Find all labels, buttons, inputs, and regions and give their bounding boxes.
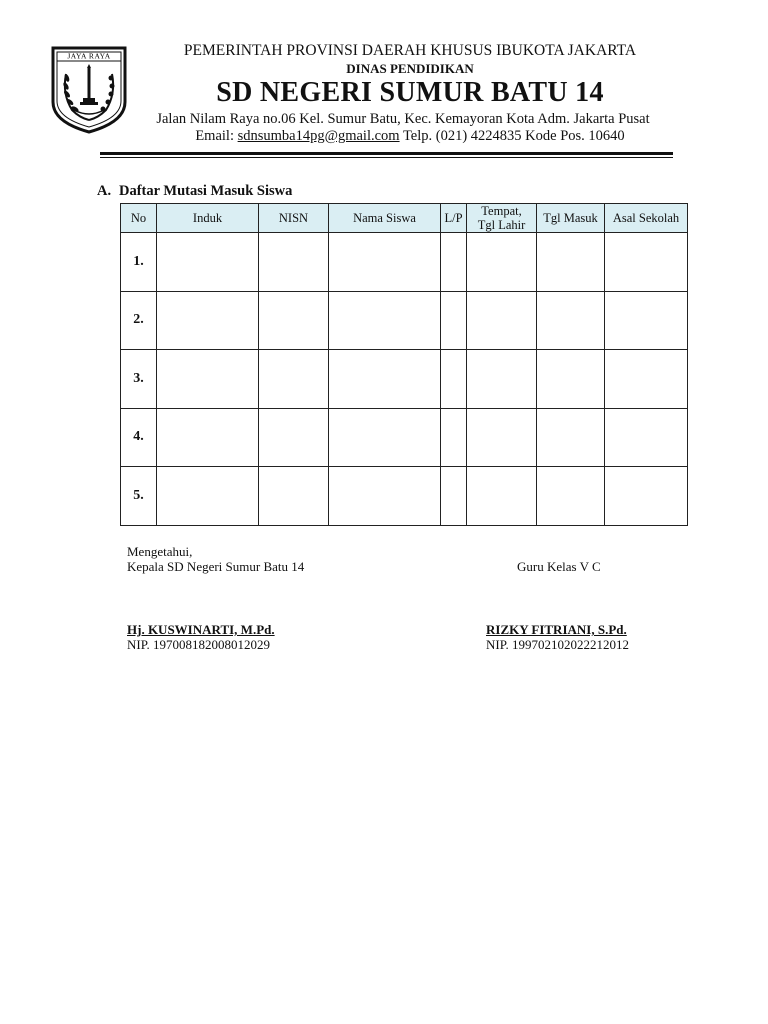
header-induk: Induk	[157, 204, 259, 233]
table-row	[121, 350, 688, 409]
header-tgl-masuk: Tgl Masuk	[537, 204, 605, 233]
principal-name: Hj. KUSWINARTI, M.Pd.	[127, 622, 275, 637]
dki-jakarta-emblem	[50, 44, 128, 134]
cell-lp[interactable]	[441, 408, 467, 467]
principal-nip: NIP. 197008182008012029	[127, 637, 271, 652]
acknowledgement-label: Mengetahui,	[127, 544, 193, 559]
cell-induk[interactable]	[157, 233, 259, 292]
cell-asal-sekolah[interactable]	[605, 233, 688, 292]
cell-induk[interactable]	[157, 408, 259, 467]
header-no: No	[121, 204, 157, 233]
school-address: Jalan Nilam Raya no.06 Kel. Sumur Batu, Kec. Kemayoran Kota Adm. Jakarta Pusat	[156, 111, 650, 127]
department-line: DINAS PENDIDIKAN	[346, 61, 474, 76]
cell-nisn[interactable]	[259, 467, 329, 526]
letterhead-rule-thin	[100, 157, 673, 158]
email-link[interactable]: sdnsumba14pg@gmail.com	[237, 128, 400, 144]
cell-tgl-masuk[interactable]	[537, 233, 605, 292]
cell-induk[interactable]	[157, 350, 259, 409]
cell-nama-siswa[interactable]	[329, 233, 441, 292]
cell-nisn[interactable]	[259, 408, 329, 467]
header-nisn: NISN	[259, 204, 329, 233]
teacher-name: RIZKY FITRIANI, S.Pd.	[486, 622, 627, 637]
cell-induk[interactable]	[157, 291, 259, 350]
cell-nisn[interactable]	[259, 291, 329, 350]
cell-tgl-masuk[interactable]	[537, 467, 605, 526]
cell-tgl-masuk[interactable]	[537, 350, 605, 409]
student-transfer-table	[120, 203, 688, 526]
principal-signature	[127, 622, 275, 652]
cell-nama-siswa[interactable]	[329, 467, 441, 526]
cell-nama-siswa[interactable]	[329, 291, 441, 350]
cell-lp[interactable]	[441, 467, 467, 526]
cell-tempat-tgl-lahir[interactable]	[467, 467, 537, 526]
header-lp: L/P	[441, 204, 467, 233]
table-row	[121, 408, 688, 467]
cell-asal-sekolah[interactable]	[605, 350, 688, 409]
row-number: 3.	[121, 350, 157, 409]
signature-block-right	[517, 559, 601, 574]
cell-tgl-masuk[interactable]	[537, 291, 605, 350]
row-number: 4.	[121, 408, 157, 467]
teacher-nip: NIP. 199702102022212012	[486, 637, 630, 652]
cell-induk[interactable]	[157, 467, 259, 526]
row-number: 1.	[121, 233, 157, 292]
table-header-row	[121, 204, 688, 233]
cell-tempat-tgl-lahir[interactable]	[467, 350, 537, 409]
email-label: Email:	[195, 128, 234, 144]
cell-tempat-tgl-lahir[interactable]	[467, 291, 537, 350]
cell-asal-sekolah[interactable]	[605, 408, 688, 467]
section-title-text: Daftar Mutasi Masuk Siswa	[119, 183, 293, 199]
principal-title: Kepala SD Negeri Sumur Batu 14	[127, 559, 305, 574]
cell-nisn[interactable]	[259, 233, 329, 292]
section-letter: A.	[97, 183, 112, 199]
school-name: SD NEGERI SUMUR BATU 14	[216, 77, 604, 108]
row-number: 2.	[121, 291, 157, 350]
cell-nama-siswa[interactable]	[329, 350, 441, 409]
cell-asal-sekolah[interactable]	[605, 467, 688, 526]
cell-nama-siswa[interactable]	[329, 408, 441, 467]
phone-postal: Telp. (021) 4224835 Kode Pos. 10640	[402, 128, 625, 144]
school-contact	[140, 128, 680, 145]
signature-block-left	[127, 544, 304, 574]
government-line: PEMERINTAH PROVINSI DAERAH KHUSUS IBUKOTA JAKARTA	[183, 42, 637, 59]
svg-text:JAYA RAYA: JAYA RAYA	[67, 51, 111, 61]
cell-lp[interactable]	[441, 350, 467, 409]
header-nama-siswa: Nama Siswa	[329, 204, 441, 233]
cell-tgl-masuk[interactable]	[537, 408, 605, 467]
section-title	[97, 183, 292, 200]
table-row	[121, 291, 688, 350]
cell-tempat-tgl-lahir[interactable]	[467, 408, 537, 467]
header-tempat-tgl-lahir: Tempat, Tgl Lahir	[467, 204, 537, 233]
cell-asal-sekolah[interactable]	[605, 291, 688, 350]
teacher-title: Guru Kelas V C	[517, 559, 601, 574]
table-row	[121, 233, 688, 292]
row-number: 5.	[121, 467, 157, 526]
emblem-icon	[50, 44, 128, 134]
cell-lp[interactable]	[441, 291, 467, 350]
cell-tempat-tgl-lahir[interactable]	[467, 233, 537, 292]
cell-nisn[interactable]	[259, 350, 329, 409]
teacher-signature	[486, 622, 629, 652]
header-asal-sekolah: Asal Sekolah	[605, 204, 688, 233]
letterhead-rule-thick	[100, 152, 673, 155]
cell-lp[interactable]	[441, 233, 467, 292]
table-row	[121, 467, 688, 526]
